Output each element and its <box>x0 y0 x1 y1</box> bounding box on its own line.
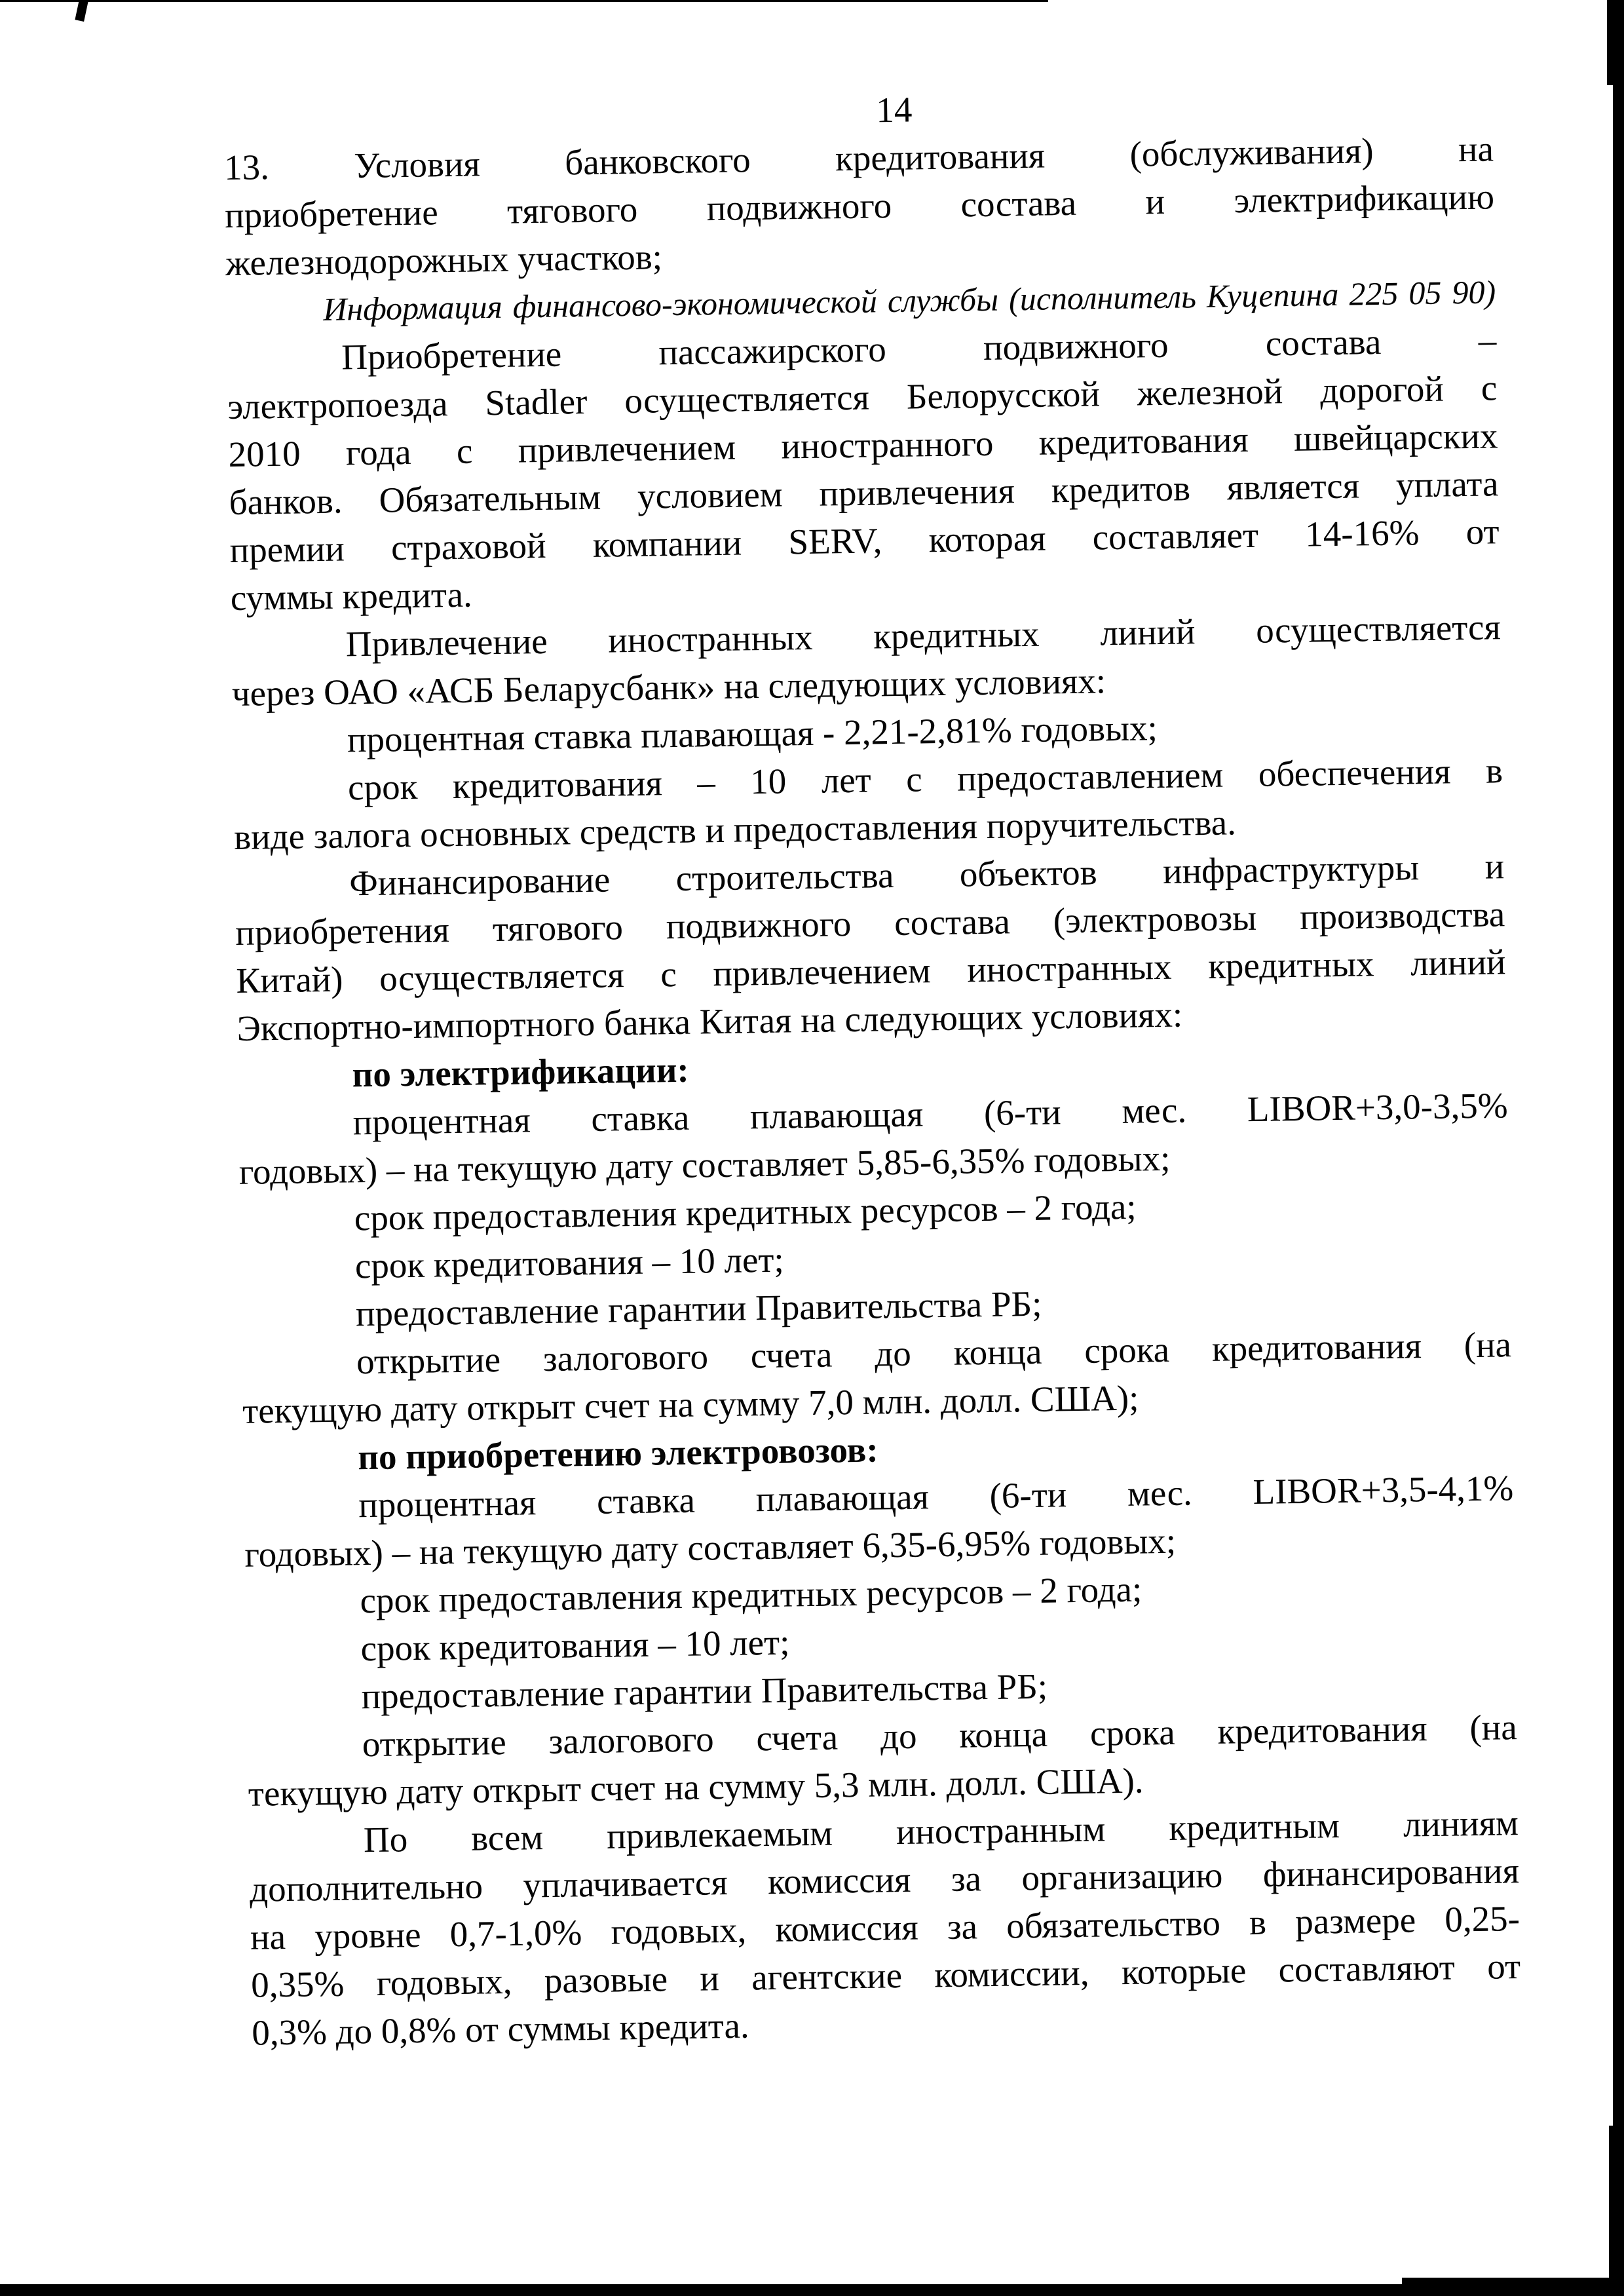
text-line: текущую дату открыт счет на сумму 5,3 млн. долл. США). <box>248 1760 1144 1814</box>
text-line: предоставление гарантии Правительства РБ; <box>361 1666 1048 1717</box>
text-line: по электрификации: <box>352 1049 690 1095</box>
document-text-block <box>223 77 1521 2056</box>
page-number: 14 <box>875 89 913 130</box>
text-line: 0,3% до 0,8% от суммы кредита. <box>251 2005 750 2053</box>
text-line: Информация финансово-экономической службы (исполнитель Куцепина 225 05 90) <box>322 273 1496 328</box>
text-line: Финансирование строительства объектов инфраструктуры и <box>349 846 1505 904</box>
text-line: Китай) осуществляется с привлечением иностранных кредитных линий <box>236 942 1506 1001</box>
text-line: срок кредитования – 10 лет; <box>354 1239 785 1286</box>
text-line: суммы кредита. <box>230 574 473 619</box>
text-line: 0,35% годовых, разовые и агентские комиссии, которые составляют от <box>250 1946 1521 2005</box>
text-line: срок предоставления кредитных ресурсов – 2 года; <box>354 1186 1137 1238</box>
text-line: Привлечение иностранных кредитных линий осуществляется <box>345 607 1501 664</box>
scan-artifact-right-edge-bar <box>1613 0 1624 2296</box>
text-line: процентная ставка плавающая - 2,21-2,81% годовых; <box>347 708 1158 760</box>
text-line: 13. Условия банковского кредитования (обслуживания) на <box>223 128 1494 188</box>
scan-artifact-right-bottom-thick <box>1609 2126 1624 2296</box>
text-line: банков. Обязательным условием привлечения кредитов является уплата <box>229 463 1499 523</box>
text-line: срок кредитования – 10 лет с предоставлением обеспечения в <box>347 750 1503 808</box>
text-line: По всем привлекаемым иностранным кредитным линиям <box>363 1803 1519 1860</box>
text-line: через ОАО «АСБ Беларусбанк» на следующих условиях: <box>231 660 1106 714</box>
scan-artifact-top-corner-mark <box>75 0 88 22</box>
scan-artifact-top-edge-line <box>0 0 1048 2</box>
text-line: виде залога основных средств и предоставления поручительства. <box>233 802 1237 857</box>
text-line: Экспортно-импортного банка Китая на следующих условиях: <box>236 994 1183 1048</box>
text-line: приобретение тягового подвижного состава и электрификацию <box>224 176 1495 236</box>
text-line: открытие залогового счета до конца срока кредитования (на <box>362 1707 1518 1765</box>
text-line: процентная ставка плавающая (6-ти мес. LIBOR+3,0-3,5% <box>352 1085 1508 1143</box>
text-line: электропоезда Stadler осуществляется Белорусской железной дорогой с <box>227 368 1498 427</box>
text-line: текущую дату открыт счет на сумму 7,0 млн. долл. США); <box>242 1377 1139 1431</box>
text-line: 2010 года с привлечением иностранного кредитования швейцарских <box>228 415 1498 475</box>
text-line: премии страховой компании SERV, которая составляет 14-16% от <box>229 511 1500 571</box>
text-line: Приобретение пассажирского подвижного состава – <box>341 320 1497 377</box>
text-line: на уровне 0,7-1,0% годовых, комиссия за обязательство в размере 0,25- <box>250 1898 1520 1957</box>
text-line: процентная ставка плавающая (6-ти мес. LIBOR+3,5-4,1% <box>358 1468 1514 1525</box>
text-line: срок предоставления кредитных ресурсов – 2 года; <box>360 1569 1142 1621</box>
text-line: по приобретению электровозов: <box>357 1429 879 1478</box>
text-line: приобретения тягового подвижного состава (электровозы производства <box>235 894 1505 953</box>
scan-artifact-bottom-step <box>1402 2278 1624 2296</box>
scan-artifact-bottom-edge-bar <box>0 2284 1624 2296</box>
text-line: годовых) – на текущую дату составляет 5,85-6,35% годовых; <box>238 1138 1171 1192</box>
text-line: открытие залогового счета до конца срока кредитования (на <box>356 1324 1512 1382</box>
text-line: срок кредитования – 10 лет; <box>360 1622 790 1669</box>
document-body <box>224 124 1522 2056</box>
text-line: дополнительно уплачивается комиссия за организацию финансирования <box>249 1850 1520 1909</box>
scan-artifact-right-top-thick <box>1607 0 1624 85</box>
text-line: железнодорожных участков; <box>225 237 663 284</box>
text-line: предоставление гарантии Правительства РБ; <box>355 1283 1042 1334</box>
text-line: годовых) – на текущую дату составляет 6,35-6,95% годовых; <box>244 1520 1177 1575</box>
